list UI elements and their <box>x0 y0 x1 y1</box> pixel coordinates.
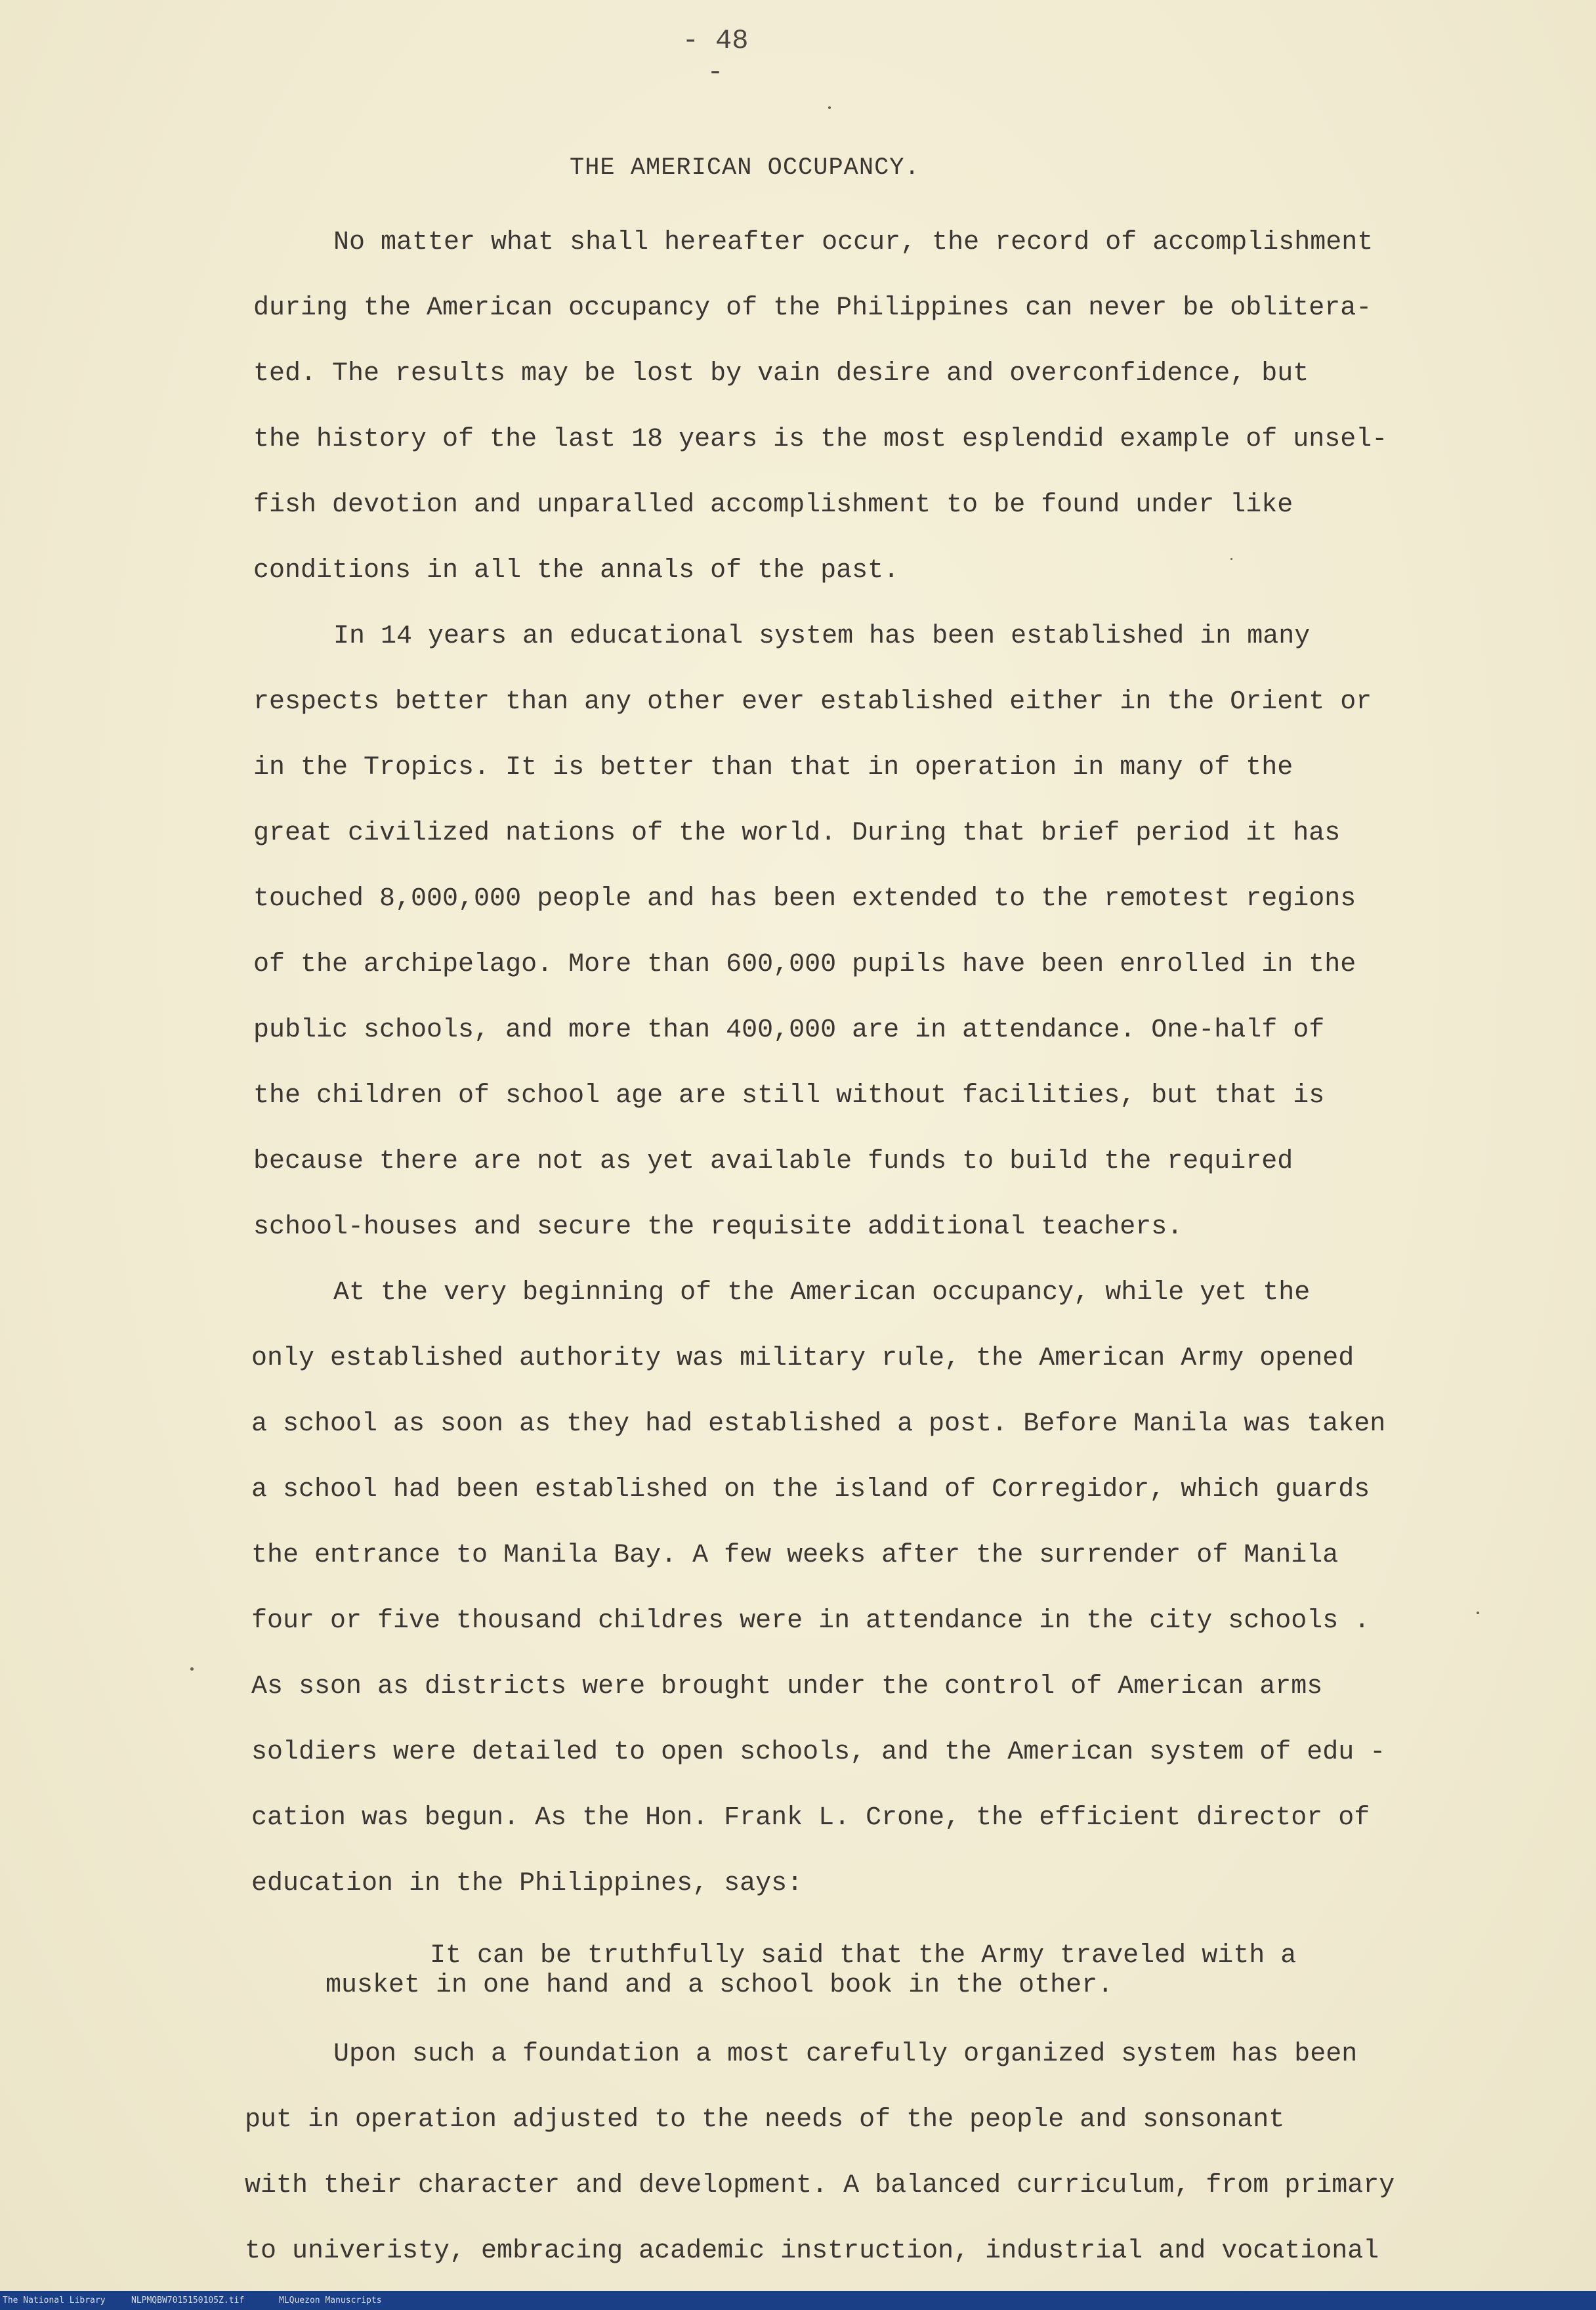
text-line: in the Tropics. It is better than that in operation in many of the <box>253 753 1293 782</box>
text-line: fish devotion and unparalled accomplishment to be found under like <box>253 490 1293 520</box>
text-line: In 14 years an educational system has been established in many <box>333 622 1311 651</box>
quote-line: musket in one hand and a school book in the other. <box>326 1971 1114 2000</box>
text-line: conditions in all the annals of the past. <box>253 556 900 586</box>
text-line: touched 8,000,000 people and has been extended to the remotest regions <box>253 884 1356 914</box>
text-line: of the archipelago. More than 600,000 pupils have been enrolled in the <box>253 950 1356 979</box>
text-line: ted. The results may be lost by vain desire and overconfidence, but <box>253 359 1309 389</box>
text-line: the entrance to Manila Bay. A few weeks after the surrender of Manila <box>251 1541 1339 1570</box>
text-line: No matter what shall hereafter occur, the record of accomplishment <box>333 228 1374 257</box>
text-line: the children of school age are still without facilities, but that is <box>253 1081 1325 1111</box>
text-line: education in the Philippines, says: <box>251 1869 803 1898</box>
archive-footer <box>0 2291 1596 2310</box>
text-line: four or five thousand childres were in attendance in the city schools . <box>251 1606 1370 1636</box>
footer-collection: MLQuezon Manuscripts <box>279 2296 382 2305</box>
text-line: a school had been established on the island of Corregidor, which guards <box>251 1475 1370 1505</box>
text-line: the history of the last 18 years is the most esplendid example of unsel- <box>253 425 1388 454</box>
text-line: only established authority was military rule, the American Army opened <box>251 1344 1354 1373</box>
paper-speck <box>1230 558 1232 560</box>
page-number: - 48 - <box>682 25 749 88</box>
text-line: during the American occupancy of the Philippines can never be oblitera- <box>253 293 1372 323</box>
text-line: public schools, and more than 400,000 are in attendance. One-half of <box>253 1016 1325 1045</box>
text-line: put in operation adjusted to the needs of the people and sonsonant <box>245 2105 1285 2135</box>
paper-speck <box>190 1667 194 1671</box>
text-line: great civilized nations of the world. During that brief period it has <box>253 819 1341 848</box>
text-line: soldiers were detailed to open schools, and the American system of edu - <box>251 1738 1386 1767</box>
paper-speck <box>828 106 831 109</box>
text-line: with their character and development. A balanced curriculum, from primary <box>245 2171 1395 2200</box>
text-line: As sson as districts were brought under the control of American arms <box>251 1672 1323 1701</box>
footer-file: NLPMQBW7015150105Z.tif <box>131 2296 245 2305</box>
text-line: Upon such a foundation a most carefully organized system has been <box>333 2040 1358 2069</box>
text-line: to univeristy, embracing academic instruction, industrial and vocational <box>245 2236 1379 2266</box>
text-line: cation was begun. As the Hon. Frank L. Crone, the efficient director of <box>251 1803 1370 1833</box>
text-line: because there are not as yet available funds to build the required <box>253 1147 1293 1176</box>
text-line: a school as soon as they had established a post. Before Manila was taken <box>251 1409 1386 1439</box>
text-line: At the very beginning of the American occupancy, while yet the <box>333 1278 1311 1308</box>
quote-line: It can be truthfully said that the Army traveled with a <box>430 1941 1297 1971</box>
text-line: respects better than any other ever established either in the Orient or <box>253 687 1372 717</box>
paper-speck <box>1477 1612 1479 1614</box>
footer-library: The National Library <box>3 2296 106 2305</box>
text-line: school-houses and secure the requisite additional teachers. <box>253 1212 1183 1242</box>
section-heading: THE AMERICAN OCCUPANCY. <box>570 154 920 182</box>
